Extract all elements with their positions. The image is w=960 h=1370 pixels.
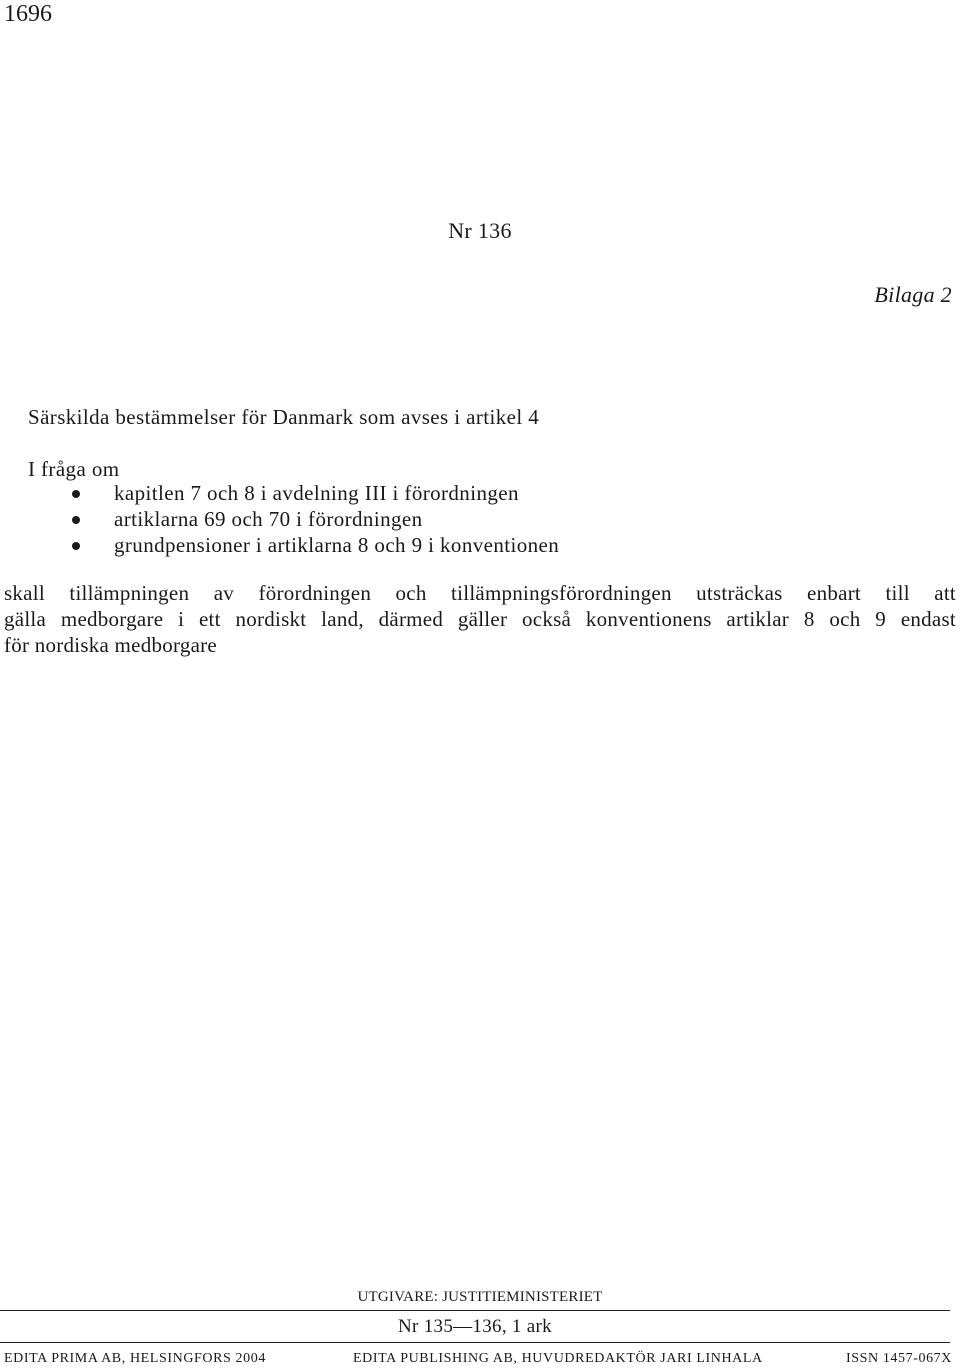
paragraph-line: för nordiska medborgare bbox=[4, 633, 217, 657]
printer-credit: EDITA PRIMA AB, HELSINGFORS 2004 bbox=[4, 1351, 266, 1366]
list-item-text: artiklarna 69 och 70 i förordningen bbox=[114, 507, 423, 531]
appendix-label: Bilaga 2 bbox=[874, 282, 952, 307]
document-number: Nr 136 bbox=[448, 218, 512, 243]
paragraph-line: skall tillämpningen av förordningen och tillämpningsförordningen utsträckas enbart till att bbox=[4, 581, 956, 605]
issn-number: ISSN 1457-067X bbox=[845, 1351, 952, 1366]
page-number: 1696 bbox=[4, 1, 52, 27]
section-heading: Särskilda bestämmelser för Danmark som avses i artikel 4 bbox=[28, 405, 540, 429]
body-paragraph bbox=[4, 580, 956, 658]
bullet-icon bbox=[72, 542, 80, 550]
footer-divider-bottom bbox=[0, 1342, 950, 1343]
publisher-line: UTGIVARE: JUSTITIEMINISTERIET bbox=[357, 1289, 603, 1305]
editor-credit: EDITA PUBLISHING AB, HUVUDREDAKTÖR JARI LINHALA bbox=[353, 1351, 763, 1366]
intro-text: I fråga om bbox=[28, 457, 120, 481]
paragraph-line: gälla medborgare i ett nordiskt land, därmed gäller också konventionens artiklar 8 och 9 endast bbox=[4, 607, 956, 631]
issue-range: Nr 135—136, 1 ark bbox=[398, 1316, 552, 1337]
list-item-text: kapitlen 7 och 8 i avdelning III i förordningen bbox=[114, 481, 519, 505]
list-item-text: grundpensioner i artiklarna 8 och 9 i konventionen bbox=[114, 533, 560, 557]
bullet-icon bbox=[72, 490, 80, 498]
bullet-icon bbox=[72, 516, 80, 524]
footer-divider-top bbox=[0, 1310, 950, 1311]
